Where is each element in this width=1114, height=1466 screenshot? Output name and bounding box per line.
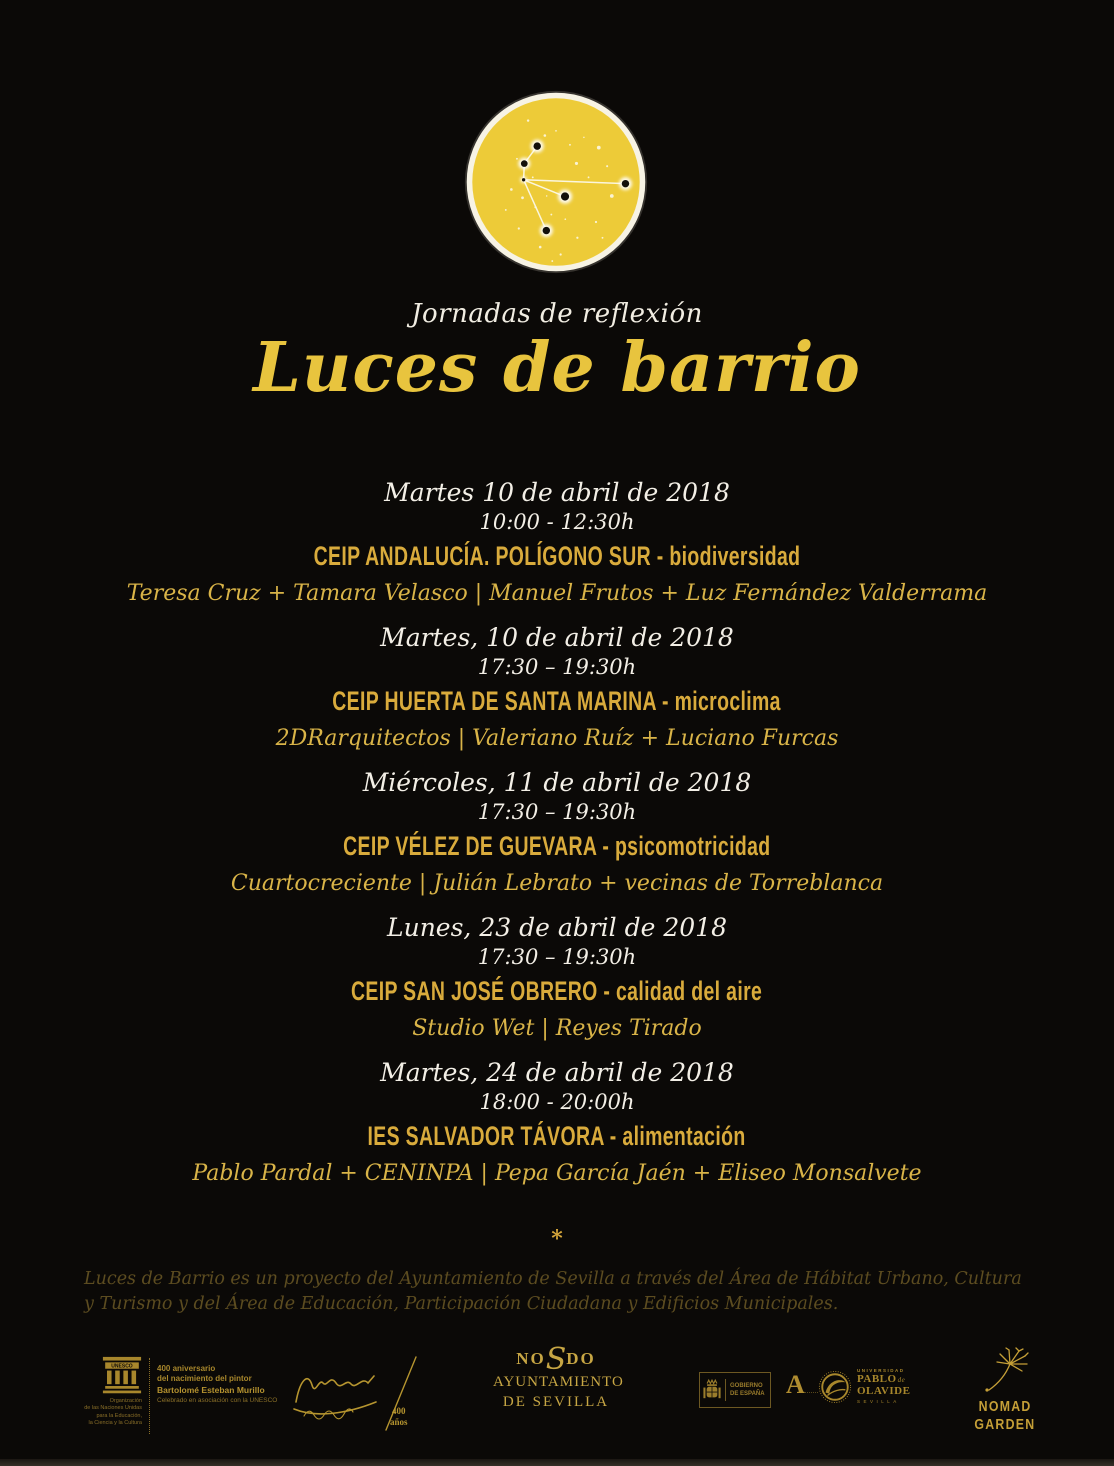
- unesco-left-column: [82, 1356, 142, 1434]
- event-participants: Pablo Pardal + CENINPA | Pepa García Jaén + Eliseo Monsalvete: [192, 1161, 922, 1187]
- event-venue-text: CEIP ANDALUCÍA. POLÍGONO SUR - biodiversidad: [313, 541, 801, 572]
- unesco-logo: [82, 1356, 277, 1434]
- event-participants: Teresa Cruz + Tamara Velasco | Manuel Frutos + Luz Fernández Valderrama: [126, 581, 988, 607]
- unesco-org-line: Organización: [109, 1398, 142, 1404]
- asterisk-separator: *: [551, 1226, 563, 1252]
- unesco-org-line: de las Naciones Unidas: [84, 1405, 142, 1412]
- event-block: [0, 768, 1114, 913]
- a-entity-logo: [786, 1372, 818, 1398]
- event-time: 17:30 – 19:30h: [477, 800, 637, 824]
- event-block: [0, 913, 1114, 1058]
- event-venue-text: CEIP VÉLEZ DE GUEVARA - psicomotricidad: [343, 831, 771, 862]
- ayuntamiento-sevilla-logo: [493, 1342, 624, 1411]
- svg-text:años: años: [390, 1417, 408, 1427]
- event-venue-text: IES SALVADOR TÁVORA - alimentación: [367, 1121, 747, 1152]
- event-date: Lunes, 23 de abril de 2018: [387, 913, 727, 942]
- nosdo-s: S: [545, 1342, 567, 1377]
- event-participants: Studio Wet | Reyes Tirado: [412, 1016, 702, 1042]
- murillo-signature-icon: [288, 1352, 422, 1432]
- garden-label: GARDEN: [974, 1417, 1036, 1433]
- poster-title: Luces de barrio: [253, 328, 861, 408]
- anniversary-line: del nacimiento del pintor: [157, 1374, 252, 1384]
- gobierno-line: DE ESPAÑA: [730, 1391, 765, 1397]
- event-participants: Cuartocreciente | Julián Lebrato + vecinas de Torreblanca: [230, 871, 884, 897]
- gobierno-text: [730, 1382, 765, 1398]
- de-sevilla-label: DE SEVILLA: [502, 1394, 610, 1410]
- event-date: Martes, 10 de abril de 2018: [380, 623, 734, 652]
- svg-text:UNESCO: UNESCO: [111, 1363, 133, 1370]
- svg-text:400: 400: [392, 1406, 406, 1416]
- anniversary-line: 400 aniversario: [157, 1364, 216, 1373]
- event-time: 10:00 - 12:30h: [479, 510, 635, 534]
- olavide-sevilla-label: SEVILLA: [857, 1399, 900, 1405]
- event-date: Martes, 24 de abril de 2018: [380, 1058, 734, 1087]
- olavide-pablo-label: PABLO: [857, 1373, 897, 1386]
- a-letter: A: [786, 1370, 805, 1399]
- poster-bottom-edge: [0, 1459, 1114, 1466]
- event-date: Martes 10 de abril de 2018: [384, 478, 730, 507]
- nomad-garden-logo: [955, 1346, 1055, 1434]
- moon-constellation-icon: [463, 89, 649, 275]
- olavide-seal-icon: [818, 1370, 852, 1404]
- olavide-text: [857, 1368, 910, 1406]
- nomad-label: NOMAD: [978, 1399, 1032, 1415]
- project-note: Luces de Barrio es un proyecto del Ayuntamiento de Sevilla a través del Área de Hábitat Urbano, Cultura y Turismo y del Área de Educación, Participación Ciudadana y Edificios Municipales.: [84, 1269, 1022, 1315]
- gobierno-espana-logo: [699, 1372, 771, 1408]
- event-venue-text: CEIP HUERTA DE SANTA MARINA - microclima: [332, 686, 782, 717]
- anniversary-line: Celebrado en asociación con la UNESCO: [157, 1396, 278, 1404]
- ayuntamiento-label: AYUNTAMIENTO: [493, 1374, 624, 1390]
- a-logo-smallprint: [805, 1388, 818, 1393]
- nosdo-do: DO: [566, 1349, 596, 1368]
- olavide-universidad-label: UNIVERSIDAD: [857, 1368, 905, 1373]
- event-participants: 2DRarquitectos | Valeriano Ruíz + Luciano Furcas: [275, 726, 839, 752]
- unesco-org-text: [82, 1398, 142, 1428]
- dandelion-icon: [979, 1346, 1031, 1392]
- event-block: [0, 1058, 1114, 1203]
- poster-kicker: Jornadas de reflexión: [411, 299, 703, 329]
- event-date: Miércoles, 11 de abril de 2018: [362, 768, 752, 797]
- olavide-de-label: de: [897, 1376, 906, 1385]
- event-time: 17:30 – 19:30h: [477, 655, 637, 679]
- murillo-anniversary-text: [157, 1356, 277, 1434]
- event-venue: [0, 830, 1114, 866]
- pablo-olavide-logo: [818, 1368, 910, 1406]
- spain-coat-of-arms-icon: [703, 1377, 721, 1403]
- dotted-divider: [149, 1358, 150, 1434]
- nosdo-wordmark: [493, 1342, 619, 1377]
- event-block: [0, 623, 1114, 768]
- event-venue: [0, 540, 1114, 576]
- event-time: 18:00 - 20:00h: [479, 1090, 635, 1114]
- unesco-org-line: para la Educación,: [96, 1412, 142, 1419]
- event-venue: [0, 685, 1114, 721]
- event-venue: [0, 1120, 1114, 1156]
- olavide-olavide-label: OLAVIDE: [857, 1384, 911, 1397]
- event-list: [0, 478, 1114, 1203]
- nosdo-no: NO: [516, 1349, 546, 1368]
- gobierno-line: GOBIERNO: [730, 1382, 763, 1389]
- divider: [725, 1379, 726, 1401]
- event-block: [0, 478, 1114, 623]
- event-venue-text: CEIP SAN JOSÉ OBRERO - calidad del aire: [351, 976, 763, 1007]
- event-time: 17:30 – 19:30h: [477, 945, 637, 969]
- unesco-org-line: la Ciencia y la Cultura: [88, 1420, 142, 1427]
- anniversary-line: Bartolomé Esteban Murillo: [157, 1384, 265, 1395]
- event-venue: [0, 975, 1114, 1011]
- unesco-temple-icon: [102, 1356, 142, 1396]
